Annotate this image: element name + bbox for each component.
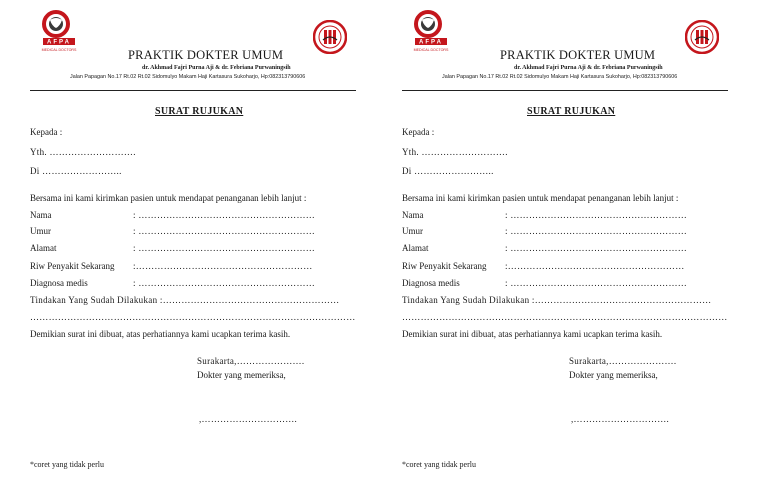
afpa-logo-icon	[406, 8, 456, 54]
field-tindakan: Tindakan Yang Sudah Dilakukan :…………………………………………………	[30, 295, 340, 305]
field-label-diagnosa: Diagnosa medis	[402, 278, 460, 288]
field-label-riw-penyakit: Riw Penyakit Sekarang	[30, 261, 115, 271]
field-label-alamat: Alamat	[30, 243, 57, 253]
place-date: Surakarta,………………….	[569, 356, 677, 366]
doctor-names: dr. Akhmad Fajri Purna Aji & dr. Febriana Purwaningsih	[142, 65, 291, 71]
field-extra-line: ……………………………………………………………………………………………	[402, 312, 728, 322]
recipient-kepada: Kepada :	[402, 127, 435, 137]
idi-emblem-icon	[313, 20, 347, 54]
field-value-umur: : …………………………………………………	[505, 226, 688, 236]
field-label-riw-penyakit: Riw Penyakit Sekarang	[402, 261, 487, 271]
field-label-umur: Umur	[402, 226, 423, 236]
field-value-umur: : …………………………………………………	[133, 226, 316, 236]
examiner-label: Dokter yang memeriksa,	[197, 370, 286, 380]
signature-line: ,………………………….	[571, 414, 670, 424]
place-date: Surakarta,………………….	[197, 356, 305, 366]
intro-text: Bersama ini kami kirimkan pasien untuk mendapat penanganan lebih lanjut :	[30, 193, 307, 203]
field-tindakan: Tindakan Yang Sudah Dilakukan :…………………………………………………	[402, 295, 712, 305]
document-title: SURAT RUJUKAN	[527, 106, 616, 117]
closing-text: Demikian surat ini dibuat, atas perhatiannya kami ucapkan terima kasih.	[402, 329, 663, 339]
logo-subtext: MEDICAL DOCTORS	[413, 48, 449, 52]
referral-form-right	[372, 0, 742, 503]
field-value-nama: : …………………………………………………	[505, 210, 688, 220]
header-divider	[30, 90, 356, 91]
logo-text: AFPA	[419, 39, 443, 46]
footnote: *coret yang tidak perlu	[402, 460, 476, 469]
recipient-yth: Yth. ……………………….	[402, 147, 508, 157]
recipient-di: Di ……………………..	[30, 166, 122, 176]
field-value-riw-penyakit: :…………………………………………………	[505, 261, 685, 271]
document-title: SURAT RUJUKAN	[155, 106, 244, 117]
field-label-alamat: Alamat	[402, 243, 429, 253]
field-value-riw-penyakit: :…………………………………………………	[133, 261, 313, 271]
clinic-address: Jalan Papagan No.17 Rt.02 Rt.02 Sidomulyo Makam Haji Kartasura Sukoharjo, Hp:082313790606	[442, 74, 678, 80]
field-value-diagnosa: : …………………………………………………	[133, 278, 316, 288]
referral-form-left	[0, 0, 370, 503]
recipient-yth: Yth. ……………………….	[30, 147, 136, 157]
field-value-nama: : …………………………………………………	[133, 210, 316, 220]
field-label-nama: Nama	[402, 210, 424, 220]
clinic-title: PRAKTIK DOKTER UMUM	[128, 48, 284, 62]
footnote: *coret yang tidak perlu	[30, 460, 104, 469]
idi-emblem-icon	[685, 20, 719, 54]
field-value-alamat: : …………………………………………………	[505, 243, 688, 253]
examiner-label: Dokter yang memeriksa,	[569, 370, 658, 380]
afpa-logo-icon	[34, 8, 84, 54]
clinic-address: Jalan Papagan No.17 Rt.02 Rt.02 Sidomulyo Makam Haji Kartasura Sukoharjo, Hp:082313790606	[70, 74, 306, 80]
field-label-diagnosa: Diagnosa medis	[30, 278, 88, 288]
header-divider	[402, 90, 728, 91]
signature-line: ,………………………….	[199, 414, 298, 424]
field-extra-line: ……………………………………………………………………………………………	[30, 312, 356, 322]
field-value-alamat: : …………………………………………………	[133, 243, 316, 253]
intro-text: Bersama ini kami kirimkan pasien untuk mendapat penanganan lebih lanjut :	[402, 193, 679, 203]
clinic-title: PRAKTIK DOKTER UMUM	[500, 48, 656, 62]
field-value-diagnosa: : …………………………………………………	[505, 278, 688, 288]
recipient-kepada: Kepada :	[30, 127, 63, 137]
logo-text: AFPA	[47, 39, 71, 46]
closing-text: Demikian surat ini dibuat, atas perhatiannya kami ucapkan terima kasih.	[30, 329, 291, 339]
logo-subtext: MEDICAL DOCTORS	[41, 48, 77, 52]
field-label-nama: Nama	[30, 210, 52, 220]
recipient-di: Di ……………………..	[402, 166, 494, 176]
doctor-names: dr. Akhmad Fajri Purna Aji & dr. Febriana Purwaningsih	[514, 65, 663, 71]
field-label-umur: Umur	[30, 226, 51, 236]
